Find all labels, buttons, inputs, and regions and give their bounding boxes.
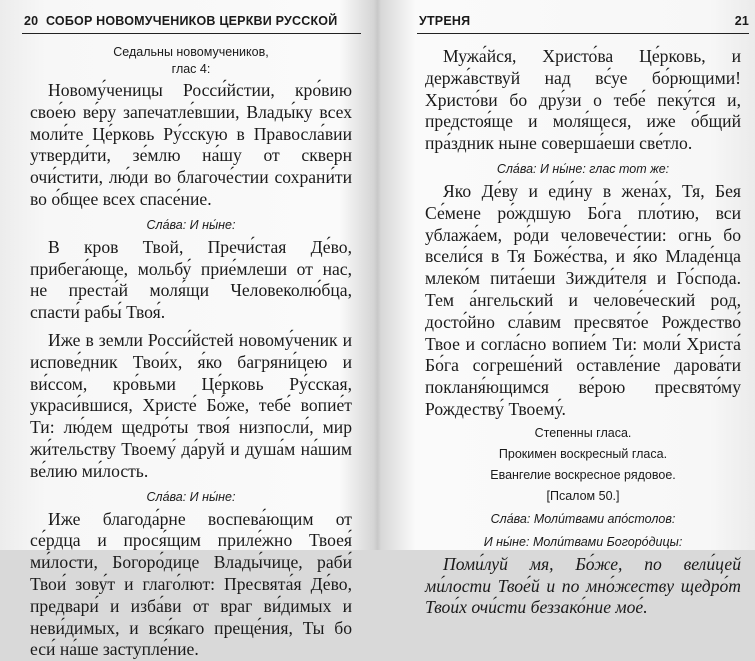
left-header-rule <box>22 33 361 34</box>
left-rubric-slava-2: Сла́ва: И ны́не: <box>146 489 236 504</box>
sedalny-heading-line1: Седальны новомучеников, <box>113 45 269 59</box>
left-page-header <box>24 14 359 34</box>
right-rubric-i-nyne: И ны́не: Моли́твами Богоро́дицы: <box>483 534 683 549</box>
left-paragraph-3: Иже в земли Росси́йстей новому́ченик и испове́дник Твои́х, я́ко багряни́цею и ви́ссом, кро́вьми Це́рковь Ру́сская, украси́вшися, Христе́ Бо́же, тебе́ вопие́т Ти: лю́дем щедро́ты твоя́ низпосли́, мир жи́тельству Твоему́ да́руй и душа́м на́шим ве́лию ми́лость. <box>30 329 352 481</box>
right-paragraph-2: Яко Де́ву и еди́ну в жена́х, Тя, Бея Се́мене ро́ждшую Бо́га пло́тию, вси ублажа́ем, ро́ди человече́стии: огнь бо всели́ся в Тя Боже́ства, и я́ко Младе́нца млеко́м пита́еши Зижди́теля и Го́спода. Тем а́нгельский и челове́ческий род, досто́йно сла́вим пресвято́е Рождество́ Твое и согла́сно вопие́м Ти: моли́ Христа́ Бо́га согреше́ний оставле́ние дарова́ти покланя́ющимся ве́рою пресвято́му Рождеству́ Твоему́. <box>425 180 741 419</box>
right-page <box>379 0 755 618</box>
left-paragraph-2: В кров Твой, Пречи́стая Де́во, прибега́юще, мольбу́ прие́млеши от нас, не преста́й моля́щи Человеколю́бца, спасти́ рабы́ Твоя́. <box>30 236 352 323</box>
right-page-number: 21 <box>734 14 749 28</box>
left-paragraph-1: Новому́ченицы Росси́йстии, кро́вию свое́ю ве́ру запечатле́вшии, Влады́ку всех моли́те Це́рковь Ру́сскую в Правосла́вии утверди́ти, зе́млю на́шу от скверн очи́стити, лю́ди во благоче́стии сохрани́ти во о́бщее всех спасе́ние. <box>30 80 352 209</box>
left-paragraph-4: Иже благода́рне воспева́ющим от се́рдца и прося́щим приле́жно Твоея́ ми́лости, Богоро́дице Влады́чице, раби́ Твои́ зову́т и глаго́лют: Пресвята́я Де́во, предвари́ и изба́ви от враг ви́димых и неви́димых, и вся́каго преще́ния, Ты бо еси́ на́ше заступле́ние. <box>30 508 352 660</box>
right-paragraph-3: Поми́луй мя, Бо́же, по вели́цей ми́лости Твое́й и по мно́жеству щедро́т Твои́х очи́сти беззако́ние мое́. <box>425 553 741 618</box>
left-page-number: 20 <box>24 14 39 28</box>
right-page-body <box>425 44 741 619</box>
right-header-rule <box>417 33 749 34</box>
left-running-title: СОБОР НОВОМУЧЕНИКОВ ЦЕРКВИ РУССКОЙ <box>46 14 338 28</box>
left-page <box>0 0 376 660</box>
prokimen-line: Прокимен воскресный гласа. <box>498 446 668 461</box>
right-rubric-slava-2: Сла́ва: Моли́твами апо́столов: <box>490 511 676 526</box>
psalm-line: [Псалом 50.] <box>546 488 620 503</box>
sedalny-heading-line2: глас 4: <box>171 62 211 76</box>
stepenny-line: Степенны гласа. <box>534 425 632 440</box>
left-rubric-slava-1: Сла́ва: И ны́не: <box>146 217 236 232</box>
right-rubric-slava-1: Сла́ва: И ны́не: глас тот же: <box>496 161 670 176</box>
right-paragraph-1: Мужа́йся, Христо́ва Це́рковь, и держа́вствуй над вс́уе бо́рющими! Христо́ви бо дру́зи о тебе́ пеку́тся и, предстоя́ще и моля́щеся, иже о́бщий пра́здник ныне соверша́еши све́тло. <box>425 46 741 154</box>
right-page-header <box>419 14 749 34</box>
gospel-line: Евангелие воскресное рядовое. <box>490 467 676 482</box>
right-running-title: УТРЕНЯ <box>419 14 471 28</box>
left-page-body <box>30 44 352 661</box>
